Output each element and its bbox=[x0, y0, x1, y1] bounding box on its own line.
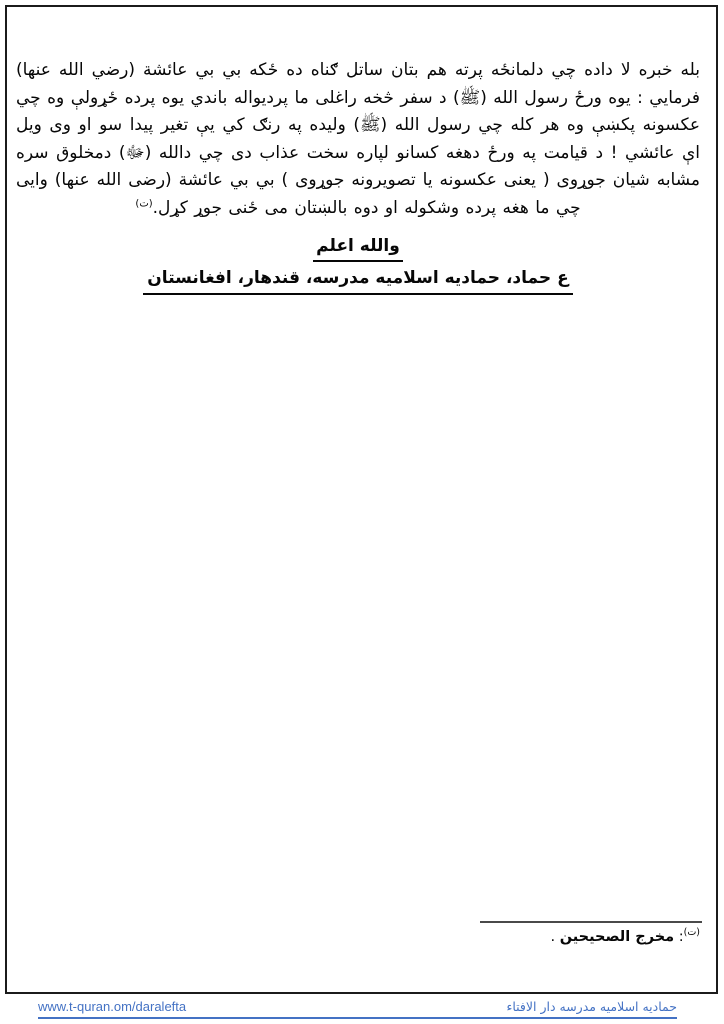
footnote-period: . bbox=[550, 929, 556, 945]
document-content bbox=[16, 57, 700, 295]
footer-url-link[interactable]: www.t-quran.om/daralefta bbox=[38, 999, 187, 1014]
signature-line: ع حماد، حماديه اسلاميه مدرسه، قندهار، افغانستان bbox=[143, 268, 572, 295]
footnote-marker: (ت) bbox=[683, 927, 700, 939]
page-footer bbox=[38, 999, 677, 1019]
closing-block bbox=[16, 236, 700, 295]
body-paragraph-text: بله خبره لا داده چي دلمانځه پرته هم بتان ساتل ګناه ده ځکه بي بي عائشة (رضي الله عنها) فرمايي : يوه ورځ رسول الله (ﷺ) د سفر څخه راغلی ما پردیواله باندي يوه پرده ځړولې وه چي عکسونه پکښې وه هر کله چي رسول الله (ﷺ) وليده په رنګ کي يې تغير پيدا سو او وی ويل اې عائشي ! د قيامت په ورځ دهغه کسانو لپاره سخت عذاب دی چي دالله (ﷻ) دمخلوق سره مشابه شيان جوړوی ( يعنی عکسونه يا تصويرونه جوړوی ) بي بي عائشة (رضی الله عنها) وايی چي ما هغه پرده وشکوله او دوه بالښتان می ځنی جوړ کړل. bbox=[16, 60, 700, 218]
footnote-colon: : bbox=[678, 929, 684, 945]
footnote-source: مخرج الصحيحين bbox=[559, 929, 675, 945]
footer-madrasa-link[interactable]: حماديه اسلاميه مدرسه دار الافتاء bbox=[506, 999, 677, 1014]
footnote-separator-line bbox=[480, 921, 702, 923]
footnote-reference-marker: (ت) bbox=[135, 197, 153, 209]
footnote bbox=[550, 929, 700, 945]
tasleem-line: والله اعلم bbox=[313, 236, 403, 262]
body-paragraph bbox=[16, 57, 700, 222]
